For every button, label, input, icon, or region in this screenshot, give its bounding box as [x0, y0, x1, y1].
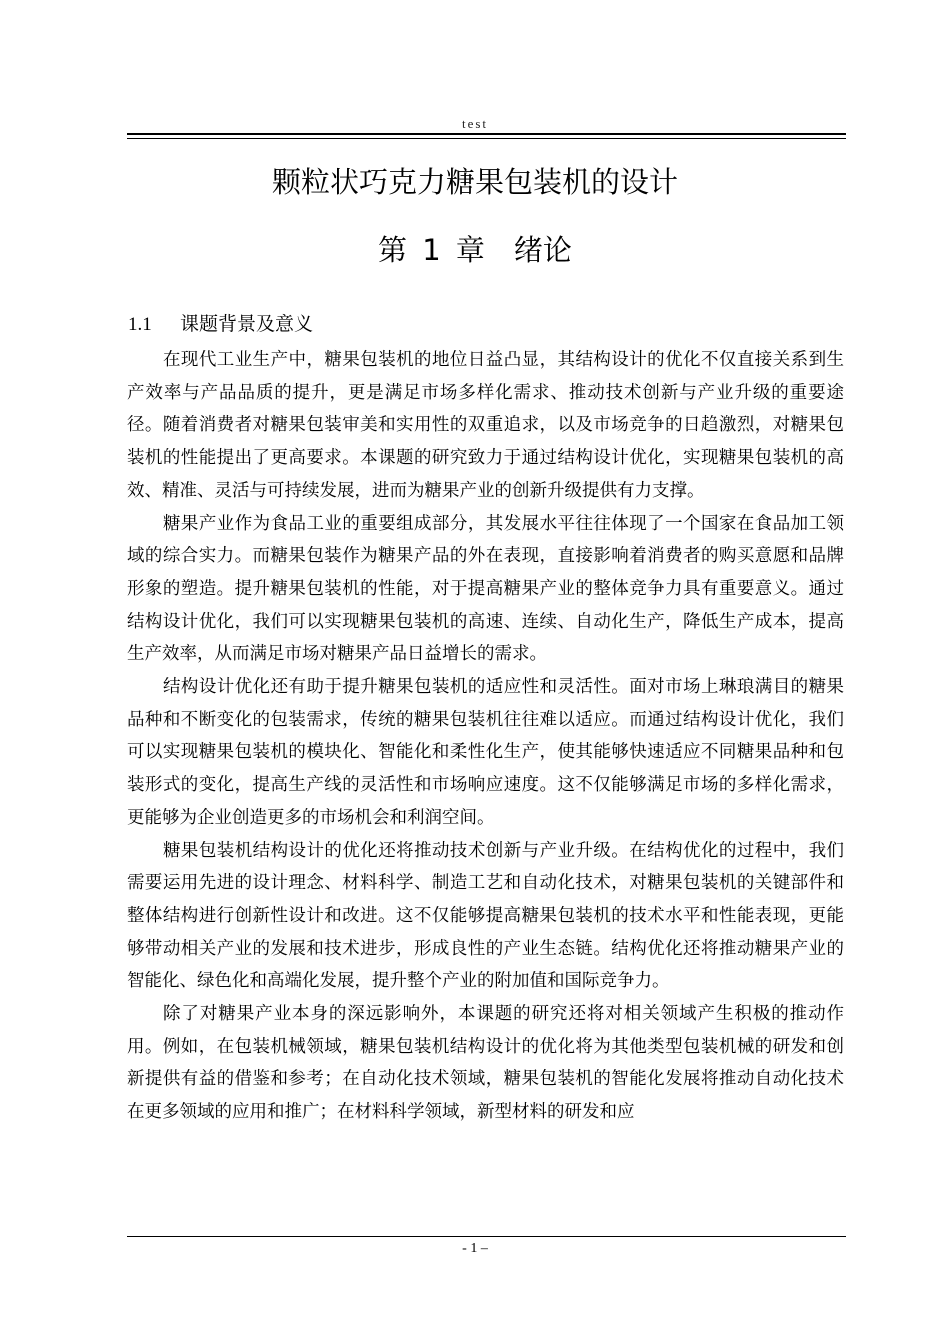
- paragraph: 除了对糖果产业本身的深远影响外，本课题的研究还将对相关领域产生积极的推动作用。例如，在包装机械领域，糖果包装机结构设计的优化将为其他类型包装机械的研发和创新提供有益的借鉴和参考；在自动化技术领域，糖果包装机的智能化发展将推动自动化技术在更多领域的应用和推广；在材料科学领域，新型材料的研发和应: [127, 1004, 844, 1123]
- paragraph: 糖果包装机结构设计的优化还将推动技术创新与产业升级。在结构优化的过程中，我们需要运用先进的设计理念、材料科学、制造工艺和自动化技术，对糖果包装机的关键部件和整体结构进行创新性设计和改进。这不仅能够提高糖果包装机的技术水平和性能表现，更能够带动相关产业的发展和技术进步，形成良性的产业生态链。结构优化还将推动糖果产业的智能化、绿色化和高端化发展，提升整个产业的附加值和国际竞争力。: [127, 840, 844, 992]
- header-rule: [127, 133, 846, 139]
- page-number: - 1 –: [462, 1241, 488, 1256]
- running-header: test: [461, 116, 489, 131]
- section-heading: [128, 309, 313, 340]
- section-title: 课题背景及意义: [180, 313, 314, 335]
- chapter-title: 第 1 章 绪论: [378, 233, 572, 267]
- footer-rule: [127, 1236, 846, 1237]
- paragraph: 结构设计优化还有助于提升糖果包装机的适应性和灵活性。面对市场上琳琅满目的糖果品种和不断变化的包装需求，传统的糖果包装机往往难以适应。而通过结构设计优化，我们可以实现糖果包装机的模块化、智能化和柔性化生产，使其能够快速适应不同糖果品种和包装形式的变化，提高生产线的灵活性和市场响应速度。这不仅能够满足市场的多样化需求，更能够为企业创造更多的市场机会和利润空间。: [127, 677, 844, 828]
- paragraph: 在现代工业生产中，糖果包装机的地位日益凸显，其结构设计的优化不仅直接关系到生产效率与产品品质的提升，更是满足市场多样化需求、推动技术创新与产业升级的重要途径。随着消费者对糖果包装审美和实用性的双重追求，以及市场竞争的日趋激烈，对糖果包装机的性能提出了更高要求。本课题的研究致力于通过结构设计优化，实现糖果包装机的高效、精准、灵活与可持续发展，进而为糖果产业的创新升级提供有力支撑。: [127, 350, 844, 501]
- document-title: 颗粒状巧克力糖果包装机的设计: [271, 165, 678, 199]
- body-text: [127, 344, 844, 1129]
- section-number: 1.1: [128, 314, 152, 335]
- paragraph: 糖果产业作为食品工业的重要组成部分，其发展水平往往体现了一个国家在食品加工领域的综合实力。而糖果包装作为糖果产品的外在表现，直接影响着消费者的购买意愿和品牌形象的塑造。提升糖果包装机的性能，对于提高糖果产业的整体竞争力具有重要意义。通过结构设计优化，我们可以实现糖果包装机的高速、连续、自动化生产，降低生产成本，提高生产效率，从而满足市场对糖果产品日益增长的需求。: [127, 513, 844, 665]
